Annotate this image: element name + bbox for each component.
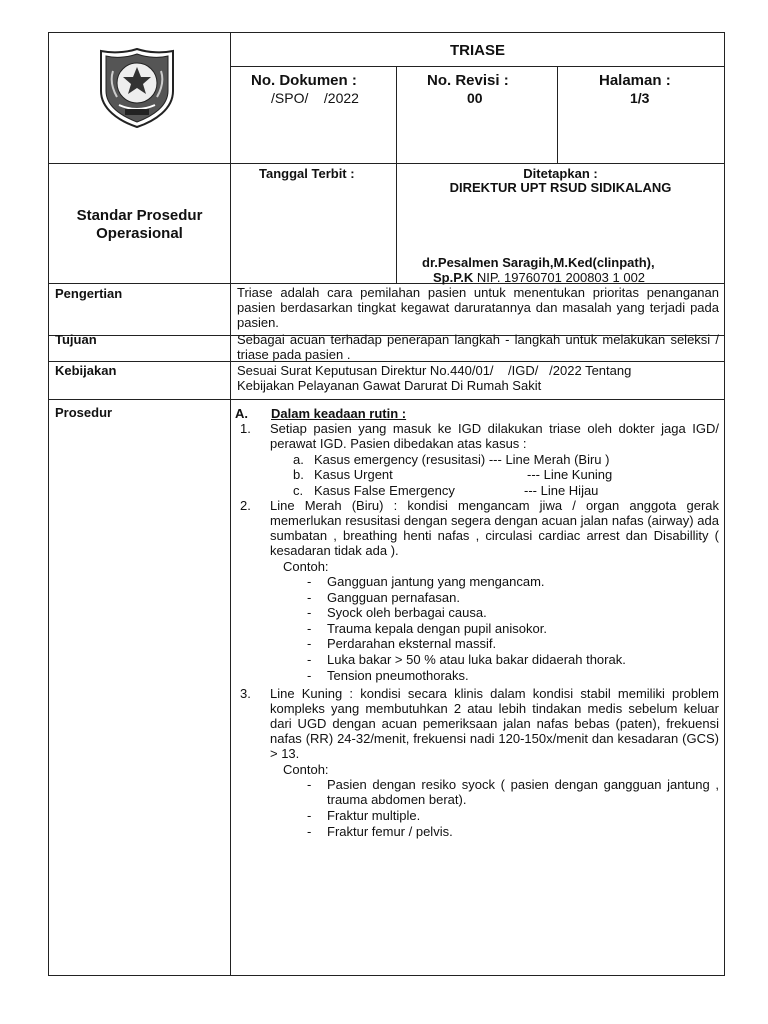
- case-name: Kasus False Emergency: [314, 483, 455, 498]
- example-item: Fraktur multiple.: [327, 808, 421, 823]
- case-line: --- Line Hijau: [524, 483, 599, 498]
- step-number: 3.: [240, 686, 251, 701]
- case-name: Kasus Urgent: [314, 467, 393, 482]
- case-marker: b.: [293, 467, 304, 482]
- example-dash: -: [307, 636, 312, 652]
- example-dash: -: [307, 574, 312, 589]
- sop-title: [49, 207, 230, 243]
- step-text: Line Merah (Biru) : kondisi mengancam jiwa / organ anggota gerak memerlukan resusitasi dengan segera dengan acuan jalan nafas (airway) ada sumbatan , breathing henti nafas , circulasi cardiac arrest dan Disabillity ( kesadaran tidak ada ).: [270, 498, 719, 558]
- signatory-degree: Sp.P.K: [433, 270, 474, 285]
- sop-document: [48, 32, 725, 976]
- example-item: Gangguan jantung yang mengancam.: [327, 574, 545, 589]
- signatory-credentials: [433, 270, 645, 285]
- prosedur-label: Prosedur: [55, 405, 113, 420]
- issue-date-label: Tanggal Terbit :: [259, 166, 355, 181]
- set-by-label: Ditetapkan :: [523, 166, 598, 181]
- kebijakan-line: Sesuai Surat Keputusan Direktur No.440/01/ /IGD/ /2022 Tentang: [237, 363, 632, 378]
- case-line: --- Line Kuning: [527, 467, 613, 482]
- example-item: Tension pneumothoraks.: [327, 667, 469, 683]
- pengertian-label: Pengertian: [55, 286, 123, 301]
- example-dash: -: [307, 620, 312, 636]
- case-marker: a.: [293, 452, 304, 467]
- column-divider: [557, 66, 558, 163]
- example-item: Perdarahan eksternal massif.: [327, 636, 497, 652]
- example-item: Pasien dengan resiko syock ( pasien dengan gangguan jantung , trauma abdomen berat).: [327, 777, 719, 807]
- doc-number-label: No. Dokumen :: [251, 72, 357, 89]
- example-dash: -: [307, 823, 312, 839]
- example-label: Contoh:: [283, 762, 329, 777]
- sop-title-line: Standar Prosedur: [76, 207, 203, 224]
- page-label: Halaman :: [599, 72, 671, 89]
- page-value: 1/3: [630, 90, 650, 106]
- case-name: Kasus emergency (resusitasi) --- Line Merah (Biru ): [314, 452, 610, 467]
- step-number: 2.: [240, 498, 251, 513]
- revision-label: No. Revisi :: [427, 72, 509, 89]
- example-dash: -: [307, 777, 312, 792]
- tujuan-text: Sebagai acuan terhadap penerapan langkah - langkah untuk melakukan seleksi / triase pada pasien .: [237, 332, 719, 362]
- hospital-logo: [95, 47, 179, 129]
- document-title: TRIASE: [449, 42, 505, 59]
- step-number: 1.: [240, 421, 251, 436]
- kebijakan-label: Kebijakan: [55, 363, 117, 378]
- step-text: Setiap pasien yang masuk ke IGD dilakukan triase oleh dokter jaga IGD/ perawat IGD. Pasien dibedakan atas kasus :: [270, 421, 719, 451]
- tujuan-label: Tujuan: [55, 332, 97, 347]
- column-divider: [230, 33, 231, 976]
- example-dash: -: [307, 667, 312, 683]
- example-item: Luka bakar > 50 % atau luka bakar didaerah thorak.: [327, 652, 626, 667]
- divider: [49, 163, 725, 164]
- case-marker: c.: [293, 483, 304, 498]
- example-item: Fraktur femur / pelvis.: [327, 823, 453, 839]
- set-by-title: DIREKTUR UPT RSUD SIDIKALANG: [449, 180, 672, 195]
- example-item: Trauma kepala dengan pupil anisokor.: [327, 620, 547, 636]
- example-dash: -: [307, 652, 312, 667]
- example-dash: -: [307, 605, 312, 621]
- example-label: Contoh:: [283, 559, 329, 574]
- pengertian-text: Triase adalah cara pemilahan pasien untuk menentukan prioritas penanganan pasien berdasarkan tingkat kegawat daruratannya dan masalah yang terjadi pada pasien.: [237, 285, 719, 330]
- divider: [230, 66, 725, 67]
- example-dash: -: [307, 808, 312, 823]
- divider: [49, 399, 725, 400]
- signatory-nip: NIP. 19760701 200803 1 002: [473, 270, 646, 285]
- section-marker: A.: [235, 406, 248, 421]
- example-dash: -: [307, 589, 312, 605]
- section-title: Dalam keadaan rutin :: [271, 406, 407, 421]
- column-divider: [396, 66, 397, 163]
- sop-title-line: Operasional: [96, 225, 183, 242]
- example-item: Gangguan pernafasan.: [327, 589, 460, 605]
- signatory-name: dr.Pesalmen Saragih,M.Ked(clinpath),: [422, 255, 655, 270]
- revision-value: 00: [467, 90, 483, 106]
- step-text: Line Kuning : kondisi secara klinis dalam kondisi stabil memiliki problem kompleks yang membutuhkan 2 atau lebih tindakan medis sebelum keluar dari UGD dengan acuan pemeriksaan jalan nafas bebas (paten), frekuensi nafas (RR) 24-32/menit, frekuensi nadi 120-150x/menit dan kesadaran (GCS) > 13.: [270, 686, 719, 761]
- doc-number-value: /SPO/ /2022: [271, 90, 359, 106]
- example-item: Syock oleh berbagai causa.: [327, 605, 487, 621]
- kebijakan-line: Kebijakan Pelayanan Gawat Darurat Di Rumah Sakit: [237, 378, 542, 393]
